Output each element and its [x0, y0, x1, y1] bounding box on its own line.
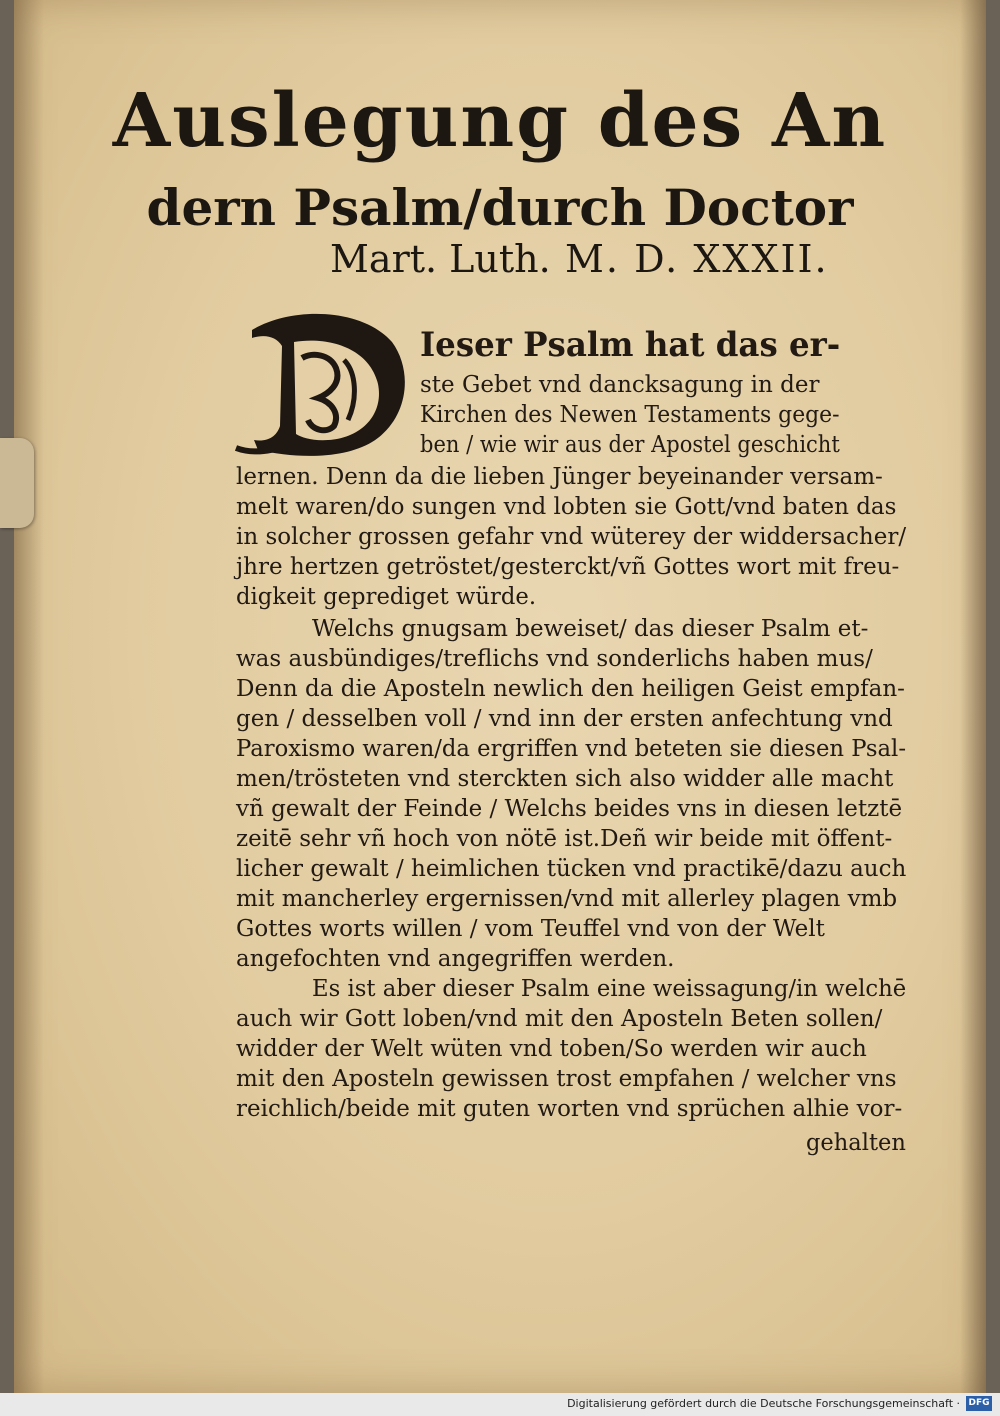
title-line-1: Auslegung des An — [112, 78, 888, 164]
text-line: lernen. Denn da die lieben Jünger beyeinander versam- — [236, 464, 883, 490]
page-left-shadow — [14, 0, 44, 1393]
author-line: Mart. Luth. — [330, 237, 551, 281]
text-line: auch wir Gott loben/vnd mit den Aposteln Beten sollen/ — [236, 1006, 883, 1032]
text-line: melt waren/do sungen vnd lobten sie Gott/vnd baten das — [236, 494, 897, 520]
text-line: angefochten vnd angegriffen werden. — [236, 946, 675, 972]
text-line: ste Gebet vnd dancksagung in der — [420, 372, 820, 398]
text-line: Denn da die Aposteln newlich den heiligen Geist empfan- — [236, 676, 905, 702]
title-line-2: dern Psalm/durch Doctor — [146, 178, 854, 237]
text-line: gen / desselben voll / vnd inn der ersten anfechtung vnd — [236, 706, 893, 732]
text-line: licher gewalt / heimlichen tücken vnd practikē/dazu auch — [236, 856, 907, 882]
footer-credit: Digitalisierung gefördert durch die Deutsche Forschungsgemeinschaft · — [567, 1397, 960, 1410]
text-line: gehalten — [806, 1130, 906, 1156]
text-line: widder der Welt wüten vnd toben/So werden wir auch — [236, 1036, 867, 1062]
page-tab — [0, 438, 34, 528]
text-line: vñ gewalt der Feinde / Welchs beides vns in diesen letztē — [236, 796, 903, 822]
text-line: men/trösteten vnd sterckten sich also widder alle macht — [236, 766, 894, 792]
text-line: reichlich/beide mit guten worten vnd sprüchen alhie vor- — [236, 1096, 903, 1122]
year-line: M. D. XXXII. — [565, 237, 829, 281]
decorated-initial-d-icon — [232, 302, 414, 460]
text-line: Paroxismo waren/da ergriffen vnd beteten sie diesen Psal- — [236, 736, 906, 762]
text-line: was ausbündiges/treflichs vnd sonderlichs haben mus/ — [236, 646, 873, 672]
text-line: ben / wie wir aus der Apostel geschicht — [420, 432, 840, 458]
text-line: jhre hertzen getröstet/gesterckt/vñ Gottes wort mit freu- — [236, 554, 900, 580]
text-line: Welchs gnugsam beweiset/ das dieser Psalm et- — [312, 616, 869, 642]
text-line: in solcher grossen gefahr vnd wüterey der widdersacher/ — [236, 524, 907, 550]
text-line: Ieser Psalm hat das er- — [420, 325, 841, 365]
text-line: mit den Aposteln gewissen trost empfahen / welcher vns — [236, 1066, 897, 1092]
footer-bar — [0, 1393, 1000, 1416]
text-line: Gottes worts willen / vom Teuffel vnd von der Welt — [236, 916, 825, 942]
text-line: Es ist aber dieser Psalm eine weissagung/in welchē — [312, 976, 907, 1002]
text-line: digkeit geprediget würde. — [236, 584, 537, 610]
page-right-shadow — [960, 0, 986, 1393]
dfg-logo: DFG — [966, 1396, 992, 1411]
text-line: Kirchen des Newen Testaments gege- — [420, 402, 840, 428]
text-line: mit mancherley ergernissen/vnd mit allerley plagen vmb — [236, 886, 898, 912]
text-line: zeitē sehr vñ hoch von nötē ist.Deñ wir beide mit öffent- — [236, 826, 893, 852]
